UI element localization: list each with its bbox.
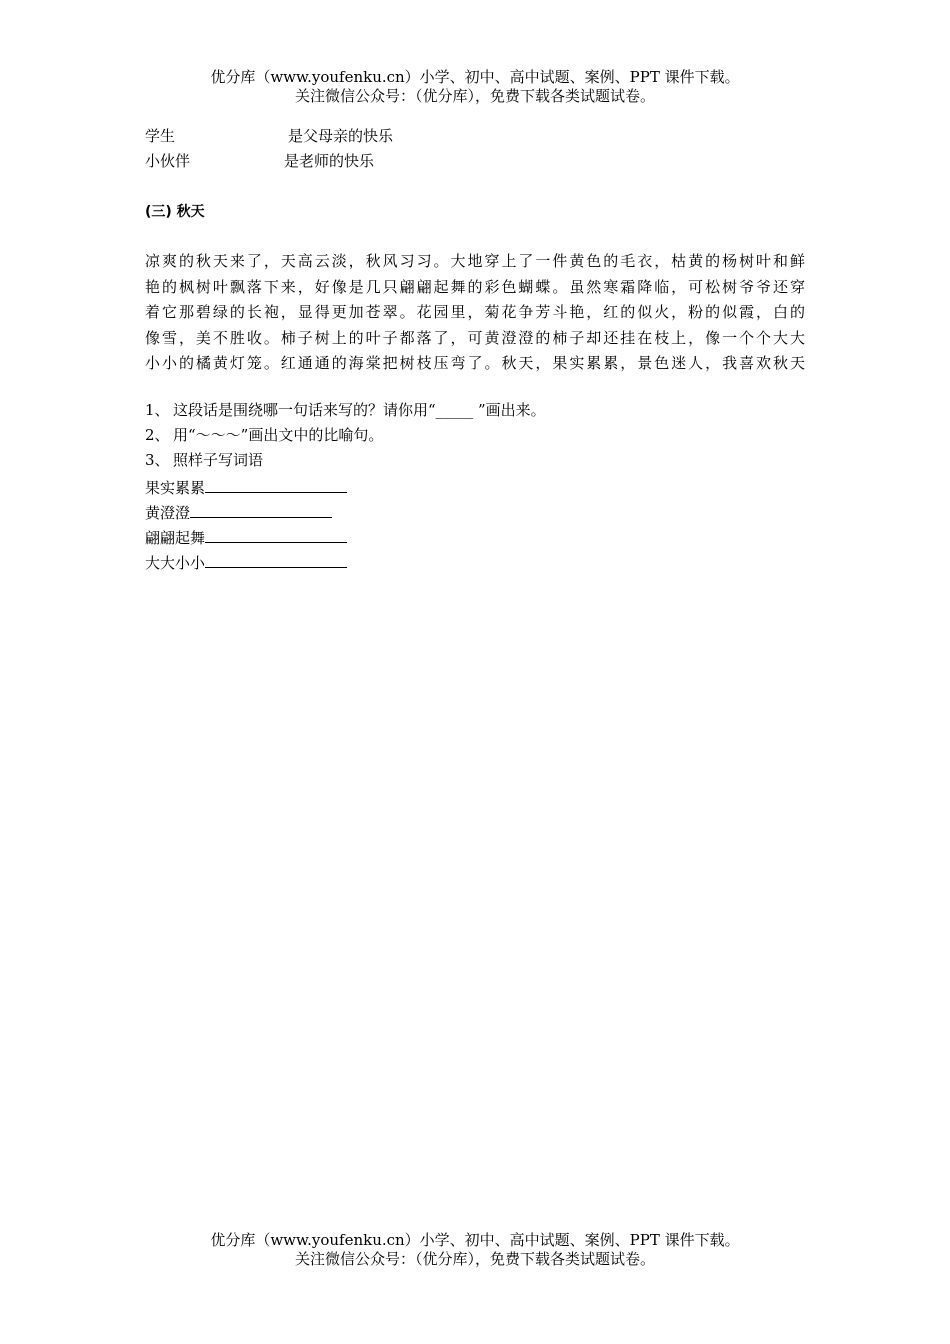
match-right-2: 是老师的快乐 [284, 152, 375, 170]
page-header [0, 68, 950, 106]
passage-line-5: 小小的橘黄灯笼。红通通的海棠把树枝压弯了。秋天，果实累累，景色迷人，我喜欢秋天 [145, 354, 805, 372]
question-2-number: 2、 [145, 426, 170, 444]
example-row-1 [145, 476, 347, 498]
answer-blank-1[interactable] [205, 476, 347, 493]
footer-line-2: 关注微信公众号：（优分库），免费下载各类试题试卷。 [294, 1250, 655, 1268]
passage-line-2: 艳的枫树叶飘落下来，好像是几只翩翩起舞的彩色蝴蝶。虽然寒霜降临，可松树爷爷还穿 [145, 277, 805, 296]
match-left-1: 学生 [145, 127, 176, 145]
question-3 [145, 450, 263, 470]
question-1-number: 1、 [145, 401, 170, 419]
footer-line-1: 优分库（www.youfenku.cn）小学、初中、高中试题、案例、PPT 课件下载。 [210, 1231, 740, 1249]
question-2 [145, 425, 383, 445]
page-footer [0, 1231, 950, 1269]
answer-blank-2[interactable] [190, 501, 332, 518]
example-word-1: 果实累累 [145, 479, 206, 497]
example-row-2 [145, 501, 332, 523]
passage-line-3: 着它那碧绿的长袍，显得更加苍翠。花园里，菊花争芳斗艳，红的似火，粉的似霞，白的 [145, 303, 805, 321]
example-row-3 [145, 526, 347, 548]
question-3-text: 照样子写词语 [173, 451, 264, 469]
match-row-2 [145, 151, 375, 171]
answer-blank-4[interactable] [205, 551, 347, 568]
match-right-1: 是父母亲的快乐 [288, 127, 394, 145]
passage-line-4: 像雪，美不胜收。柿子树上的叶子都落了，可黄澄澄的柿子却还挂在枝上，像一个个大大 [145, 328, 805, 347]
example-row-4 [145, 551, 347, 573]
header-line-1: 优分库（www.youfenku.cn）小学、初中、高中试题、案例、PPT 课件下载。 [210, 68, 740, 86]
example-word-3: 翩翩起舞 [145, 529, 206, 547]
question-3-number: 3、 [145, 451, 170, 469]
passage-line-1: 凉爽的秋天来了，天高云淡，秋风习习。大地穿上了一件黄色的毛衣，枯黄的杨树叶和鲜 [145, 252, 805, 270]
question-1-text: 这段话是围绕哪一句话来写的？请你用“_____ ”画出来。 [173, 401, 546, 419]
example-word-4: 大大小小 [145, 554, 206, 572]
match-left-2: 小伙伴 [145, 152, 191, 170]
match-row-1 [145, 126, 394, 146]
header-line-2: 关注微信公众号：（优分库），免费下载各类试题试卷。 [294, 87, 655, 105]
answer-blank-3[interactable] [205, 526, 347, 543]
example-word-2: 黄澄澄 [145, 504, 191, 522]
section-title: (三) 秋天 [145, 204, 205, 220]
question-1 [145, 400, 546, 420]
question-2-text: 用“～～～”画出文中的比喻句。 [173, 426, 384, 444]
passage [145, 249, 805, 377]
